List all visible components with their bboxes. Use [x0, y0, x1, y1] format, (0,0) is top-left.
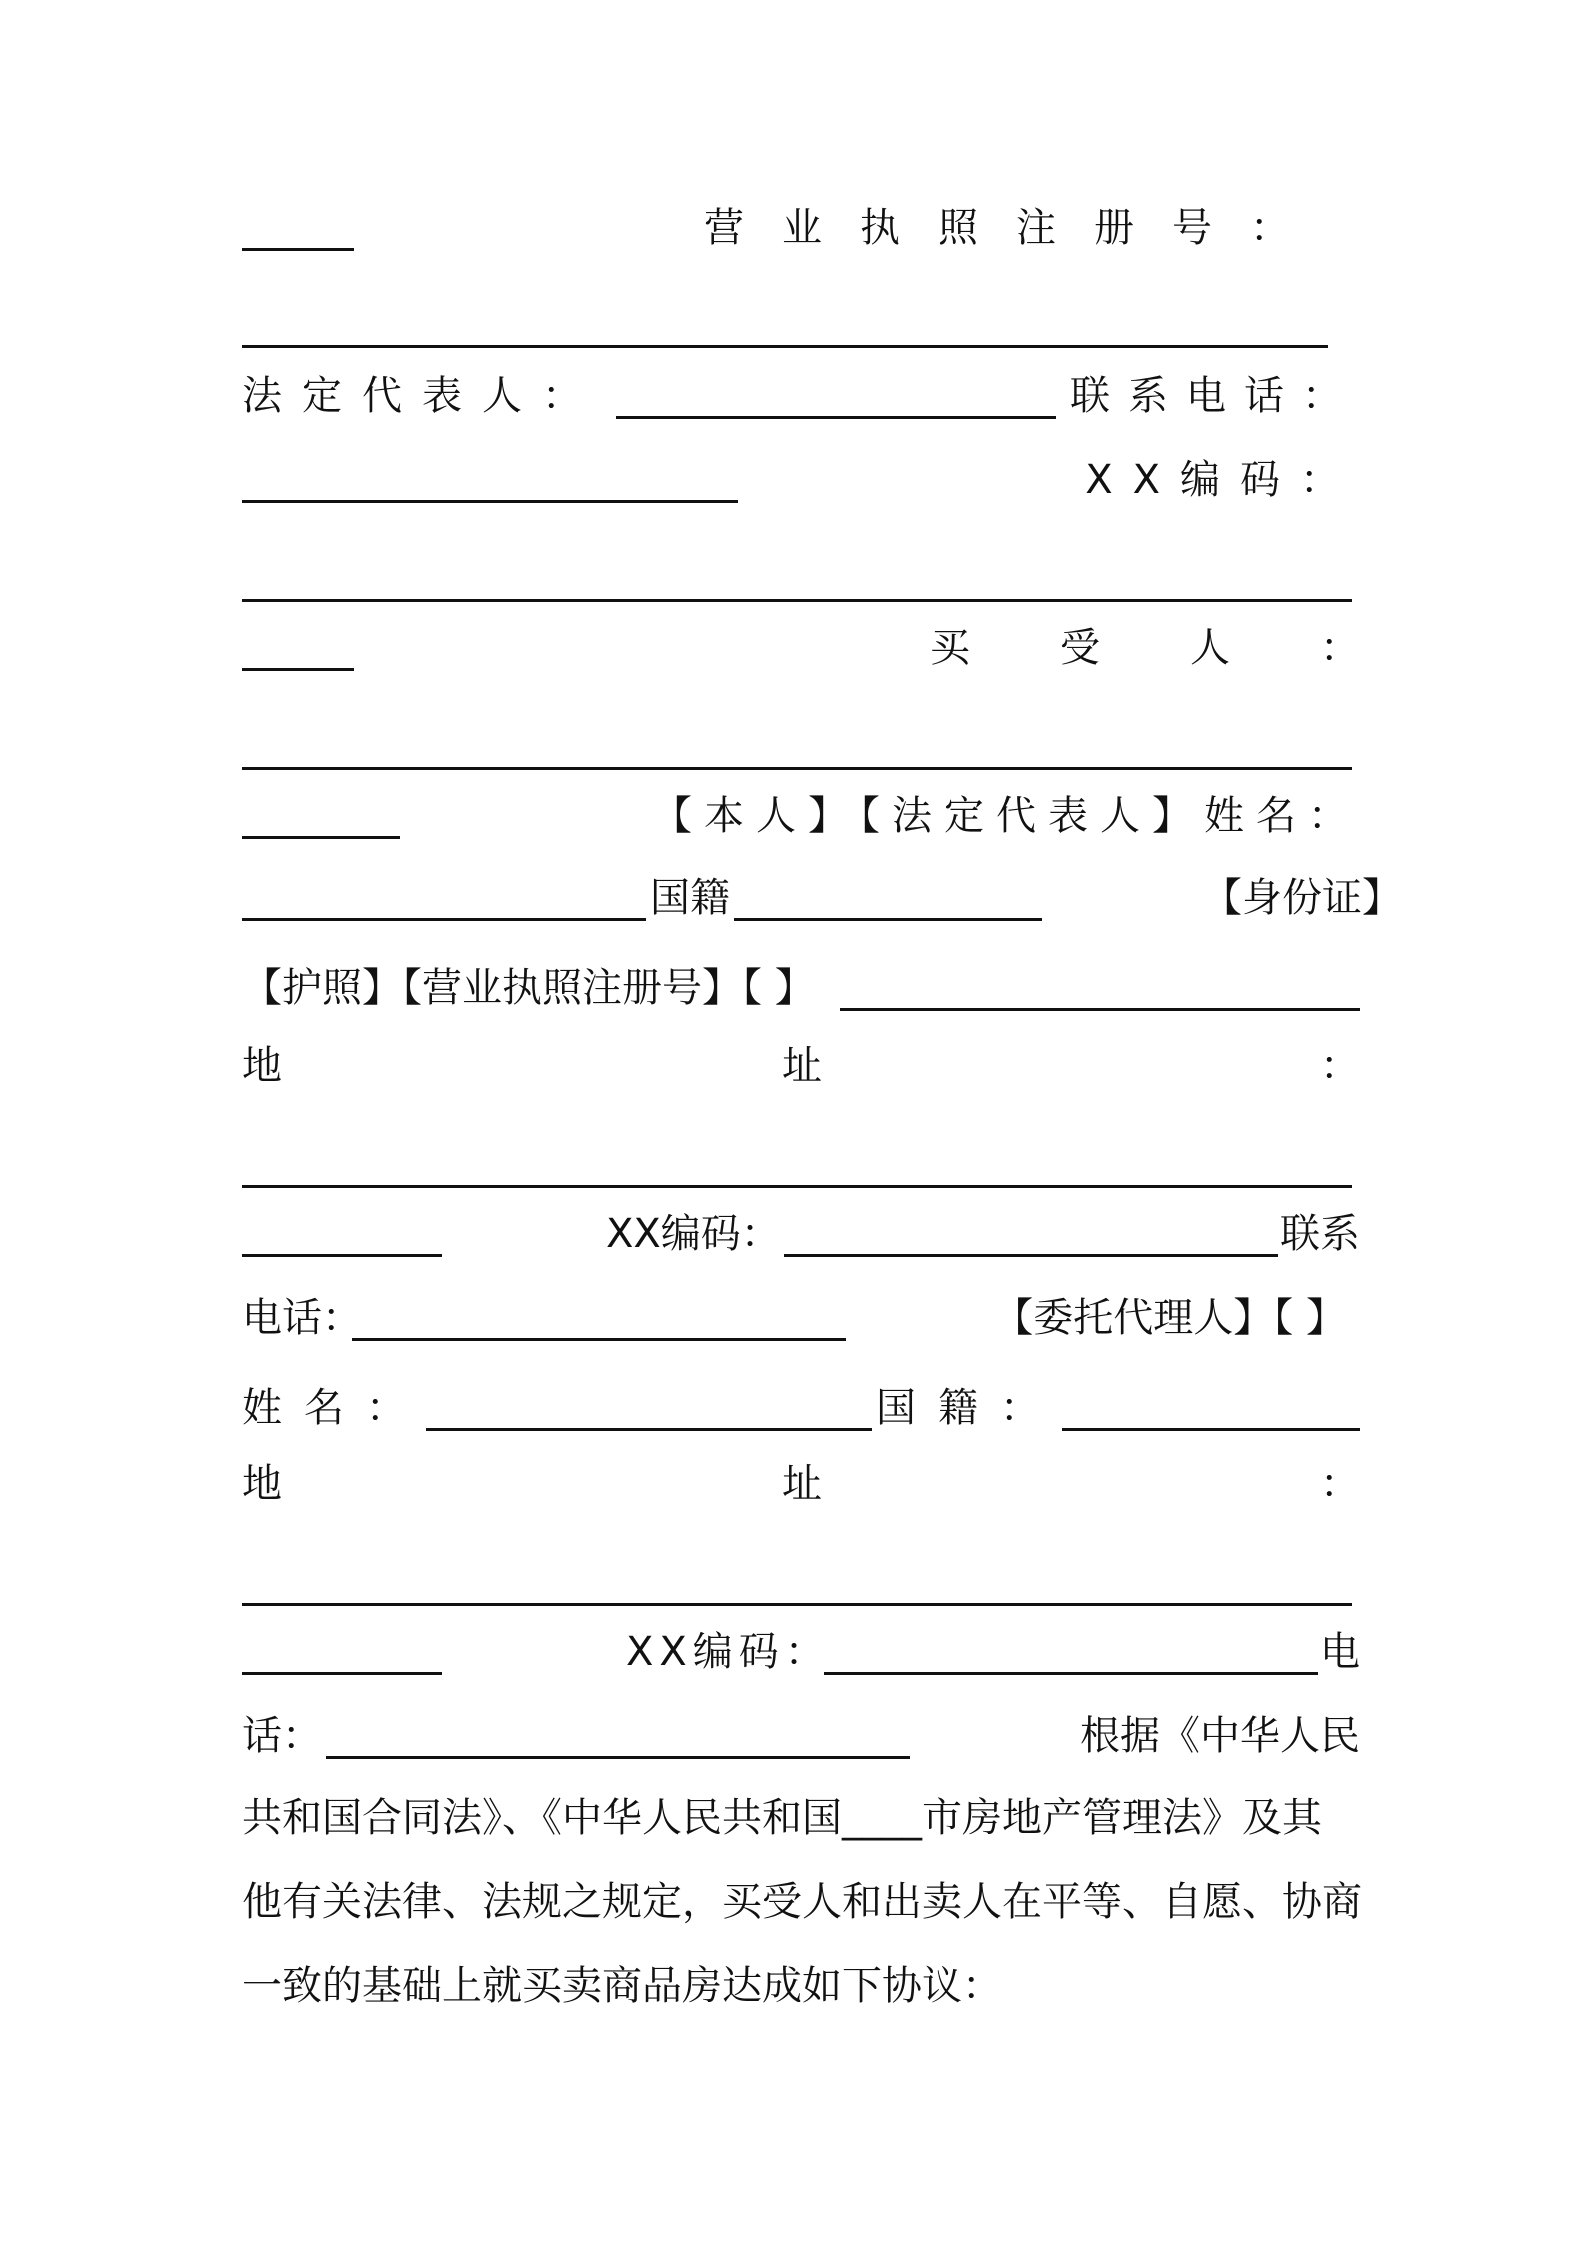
agent-postcode-row [242, 1610, 1360, 1694]
blank-field [242, 626, 354, 671]
agent-phone-label-b: 话： [242, 1713, 322, 1759]
blank-field [242, 794, 400, 839]
buyer-postcode-blank [784, 1212, 1278, 1257]
blank-field [242, 1212, 442, 1257]
buyer-phone-row [242, 1276, 1360, 1360]
clause-intro: 根据《中华人民 [1080, 1713, 1360, 1759]
agent-address-colon: ： [1320, 1461, 1360, 1507]
agent-name-label: 姓名： [242, 1385, 428, 1431]
buyer-phone-label-a: 联系 [1280, 1211, 1360, 1257]
clause-line-2: 共和国合同法》、《中华人民共和国____市房地产管理法》及其 [242, 1795, 1322, 1841]
agent-phone-blank [326, 1714, 910, 1759]
buyer-postcode-label: XX编码： [606, 1211, 781, 1257]
seller-phone-label: 联系电话： [1070, 373, 1360, 419]
agent-address-row [242, 1442, 1360, 1526]
seller-reg-no-blank [242, 264, 1328, 348]
agent-address-blank [242, 1522, 1352, 1606]
buyer-address-blank [242, 1104, 1352, 1188]
agent-nationality-blank [1062, 1386, 1360, 1431]
agent-address-label-1: 地 [242, 1461, 282, 1507]
blank-field [242, 1630, 442, 1675]
address-label-1: 地 [242, 1043, 282, 1089]
legal-rep-label: 法定代表人： [242, 373, 602, 419]
buyer-principal-name-label: 【本人】【法定代表人】姓名： [652, 793, 1360, 839]
seller-postcode-row [242, 438, 1360, 522]
address-label-2: 址 [782, 1043, 822, 1089]
address-colon: ： [1320, 1043, 1360, 1089]
nationality-blank [734, 876, 1042, 921]
buyer-nationality-row [242, 856, 1402, 940]
clause-line-3: 他有关法律、法规之规定，买受人和出卖人在平等、自愿、协商 [242, 1879, 1362, 1925]
seller-reg-no-row [242, 186, 1360, 270]
buyer-phone-label-b: 电话： [242, 1295, 362, 1341]
seller-postcode-blank [242, 518, 1352, 602]
agent-name-blank [426, 1386, 872, 1431]
buyer-postcode-row [242, 1192, 1360, 1276]
agent-address-label-2: 址 [782, 1461, 822, 1507]
seller-phone-blank [242, 458, 738, 503]
buyer-phone-blank [352, 1296, 846, 1341]
id-number-blank [840, 966, 1360, 1011]
buyer-id-types-row [242, 946, 1360, 1030]
nationality-label: 国籍 [650, 875, 730, 921]
agent-postcode-label: XX编码： [626, 1629, 831, 1675]
clause-line-4: 一致的基础上就买卖商品房达成如下协议： [242, 1963, 1002, 2009]
agent-nationality-label: 国籍： [876, 1385, 1062, 1431]
buyer-blank [242, 686, 1352, 770]
agent-name-row [242, 1366, 1360, 1450]
agent-phone-row [242, 1694, 1360, 1778]
legal-rep-blank [616, 374, 1056, 419]
id-card-label: 【身份证】 [1202, 875, 1402, 921]
seller-reg-no-label: 营业执照注册号： [704, 205, 1328, 251]
buyer-title-row [242, 606, 1450, 690]
agent-postcode-blank [824, 1630, 1318, 1675]
seller-legal-rep-row [242, 354, 1360, 438]
principal-name-blank [242, 876, 646, 921]
seller-postcode-label: XX编码： [1085, 457, 1360, 503]
buyer-principal-row [242, 774, 1360, 858]
agent-label: 【委托代理人】【 】 [993, 1295, 1346, 1341]
id-types-label: 【护照】【营业执照注册号】【 】 [242, 965, 815, 1011]
agent-phone-label-a: 电 [1320, 1629, 1360, 1675]
buyer-title: 买受人： [930, 625, 1450, 671]
buyer-address-row [242, 1024, 1360, 1108]
blank-field [242, 206, 354, 251]
